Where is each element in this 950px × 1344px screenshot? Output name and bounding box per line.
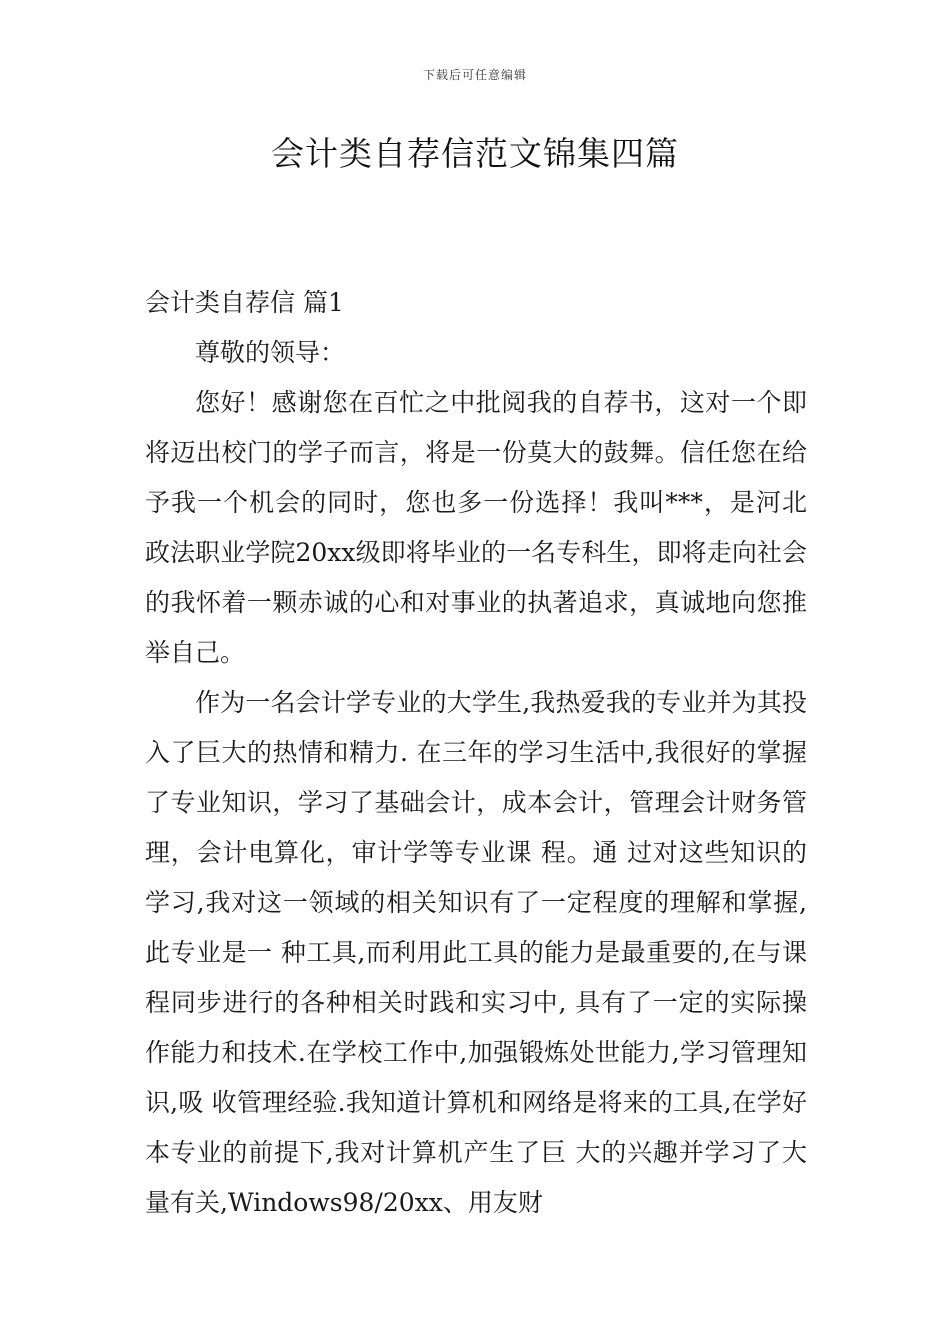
header-note: 下载后可任意编辑 — [422, 68, 527, 82]
section-heading: 会计类自荐信 篇1 — [145, 288, 344, 317]
salutation: 尊敬的领导： — [195, 338, 346, 367]
document-body — [145, 278, 807, 1228]
body-paragraph-2: 作为一名会计学专业的大学生,我热爱我的专业并为其投入了巨大的热情和精力. 在三年的学习生活中,我很好的掌握了专业知识，学习了基础会计，成本会计，管理会计财务管理，会计电算化，审计学等专业课 程。通 过对这些知识的学习,我对这一领域的相关知识有了一定程度的理解和掌握,此专业是一 种工具,而利用此工具的能力是最重要的,在与课程同步进行的各种相关时践和实习中, 具有了一定的实际操作能力和技术.在学校工作中,加强锻炼处世能力,学习管理知识,吸 收管理经验.我知道计算机和网络是将来的工具,在学好本专业的前提下,我对计算机产生了巨 大的兴趣并学习了大量有关,Windows98/20xx、用友财 — [145, 688, 807, 1217]
document-title: 会计类自荐信范文锦集四篇 — [271, 134, 679, 173]
body-paragraph-1: 您好！感谢您在百忙之中批阅我的自荐书，这对一个即将迈出校门的学子而言，将是一份莫大的鼓舞。信任您在给予我一个机会的同时，您也多一份选择！我叫***，是河北政法职业学院20xx级即将毕业的一名专科生，即将走向社会的我怀着一颗赤诚的心和对事业的执著追求，真诚地向您推举自己。 — [145, 388, 807, 667]
